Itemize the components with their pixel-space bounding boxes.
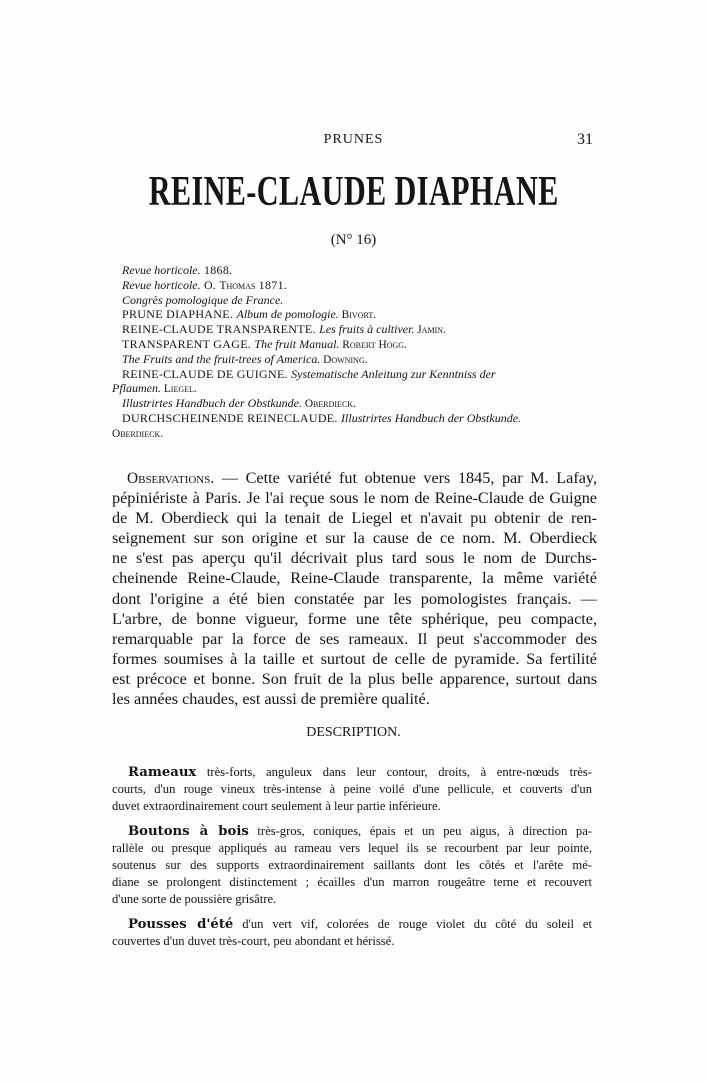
description-paragraph [112, 764, 592, 814]
description-heading: DESCRIPTION. [306, 725, 401, 740]
observation-line [112, 609, 597, 629]
observation-line [112, 669, 597, 689]
page-number: 31 [577, 131, 593, 148]
observation-line [112, 589, 597, 609]
description-line [112, 823, 592, 840]
observation-text: est précoce et bonne. Son fruit de la plus belle apparence, surtout dans [112, 669, 597, 688]
synonyms-list [112, 263, 596, 441]
description-line [112, 764, 592, 781]
running-head: PRUNES [323, 132, 384, 147]
synonym-segment: Album de pomologie. [236, 307, 339, 322]
page-title [0, 168, 707, 216]
description-paragraph [112, 823, 592, 907]
synonym-segment: Revue horticole. [122, 277, 201, 292]
observation-text: pépiniériste à Paris. Je l'ai reçue sous le nom de Reine-Claude de Guigne [112, 489, 597, 508]
observation-text: seignement sur son origine et sur la cause de ce nom. M. Oberdieck [112, 529, 597, 548]
description-text: couvertes d'un duvet très-court, peu abondant et hérissé. [112, 934, 395, 949]
synonym-segment: The fruit Manual. [254, 336, 340, 351]
synonym-segment: Revue horticole. [122, 263, 201, 277]
description-text: très-forts, anguleux dans leur contour, droits, à entre-nœuds très- [196, 765, 592, 779]
description-line [112, 840, 592, 857]
description-text: rallèle ou presque appliqués au rameau vers lequel ils se recourbent par leur pointe, [112, 841, 592, 856]
synonym-line [112, 307, 596, 322]
observation-text: — Cette variété fut obtenue vers 1845, par M. Lafay, [214, 469, 597, 487]
synonym-segment: Les fruits à cultiver. [319, 322, 415, 337]
synonym-line [112, 381, 596, 396]
description-line [112, 874, 592, 891]
synonym-segment: Robert Hogg. [339, 338, 407, 351]
synonym-line [112, 263, 596, 278]
observation-line [112, 468, 597, 488]
description-text: courts, d'un rouge vineux très-intense à peine voilé d'une pellicule, et couverts d'un [112, 781, 592, 796]
description-line [112, 781, 592, 798]
synonym-segment: Downing. [320, 353, 368, 366]
description-line [112, 798, 592, 815]
synonym-segment: Pflaumen. [112, 381, 161, 396]
synonym-line [112, 322, 596, 337]
synonym-segment: Illustrirtes Handbuch der Obstkunde. [122, 396, 302, 411]
synonym-segment: Thomas [219, 279, 256, 292]
synonym-segment: Liegel. [161, 383, 197, 396]
synonym-segment: Congrès pomologique de France. [122, 292, 284, 307]
description-text: soutenus sur des supports extraordinairement saillants dont les côtés et l'arête mé- [112, 857, 592, 872]
observation-line [112, 488, 597, 508]
synonym-line [112, 278, 596, 293]
observations-paragraph [112, 468, 597, 709]
synonym-segment: DURCHSCHEINENDE REINECLAUDE. [122, 410, 342, 425]
description-text: d'une sorte de poussière grisâtre. [112, 891, 277, 906]
synonym-line [112, 367, 596, 382]
description-line [112, 916, 592, 933]
observation-line [112, 568, 597, 588]
synonym-segment: 1871. [255, 277, 288, 292]
synonym-segment: REINE-CLAUDE TRANSPARENTE. [122, 322, 320, 337]
synonym-line [112, 337, 596, 352]
observation-line [112, 629, 597, 649]
synonym-segment: TRANSPARENT GAGE. [122, 336, 255, 351]
observation-text: de M. Oberdieck qui la tenait de Liegel et n'avait pu obtenir de ren- [112, 509, 597, 528]
observation-text: les années chaudes, est aussi de première qualité. [112, 690, 430, 709]
synonym-segment: O. [200, 277, 220, 292]
observation-text: cheinende Reine-Claude, Reine-Claude transparente, la même variété [112, 569, 597, 588]
synonym-segment: Illustrirtes Handbuch der Obstkunde. [341, 410, 522, 425]
title-text: REINE-CLAUDE DIAPHANE [148, 169, 559, 215]
description-text: très-gros, coniques, épais et un peu aigus, à direction pa- [248, 824, 592, 839]
observation-line [112, 548, 597, 568]
synonym-line [112, 396, 596, 411]
description-line [112, 857, 592, 874]
description-text: d'un vert vif, colorées de rouge violet du côté du soleil et [233, 917, 592, 932]
synonym-segment: Bivort. [338, 309, 377, 322]
synonym-line [112, 352, 596, 367]
synonym-segment: Systematische Anleitung zur Kenntniss der [291, 366, 496, 381]
observation-text: L'arbre, de bonne vigueur, forme une tête sphérique, peu compacte, [112, 609, 597, 628]
observation-line [112, 689, 597, 709]
observation-line [112, 508, 597, 528]
observation-line [112, 649, 597, 669]
synonym-segment: REINE-CLAUDE DE GUIGNE. [122, 366, 292, 381]
description-section [112, 764, 592, 959]
synonym-line [112, 293, 596, 308]
observation-line [112, 528, 597, 548]
synonym-segment: Jamin. [414, 324, 446, 337]
synonym-segment: Oberdieck. [112, 427, 164, 440]
observation-text: formes soumises à la taille et surtout de celle de pyramide. Sa fertilité [112, 649, 597, 668]
description-term: Pousses d'été [128, 917, 234, 933]
description-line [112, 891, 592, 908]
synonym-segment: 1868. [200, 263, 233, 277]
observation-text: ne s'est pas aperçu qu'il décrivait plus tard sous le nom de Durchs- [112, 549, 597, 568]
observation-text: remarquable par la force de ses rameaux. Il peut s'accommoder des [112, 629, 597, 648]
synonym-segment: Oberdieck. [301, 398, 356, 411]
variety-number: (N° 16) [330, 232, 377, 248]
description-line [112, 933, 592, 950]
description-term: Boutons à bois [128, 824, 249, 840]
synonym-line [112, 426, 596, 441]
description-text: duvet extraordinairement court seulement à leur partie inférieure. [112, 798, 441, 813]
synonym-segment: PRUNE DIAPHANE. [122, 307, 237, 322]
synonym-line [112, 411, 596, 426]
synonym-segment: The Fruits and the fruit-trees of America. [122, 351, 321, 366]
description-term: Rameaux [128, 765, 197, 780]
observations-lead: Observations. [127, 470, 215, 487]
description-paragraph [112, 916, 592, 950]
description-text: diane se prolongent distinctement ; écailles d'un marron rougeâtre terne et recouvert [112, 874, 592, 889]
observation-text: dont l'origine a été bien constatée par les pomologistes français. — [112, 589, 597, 608]
